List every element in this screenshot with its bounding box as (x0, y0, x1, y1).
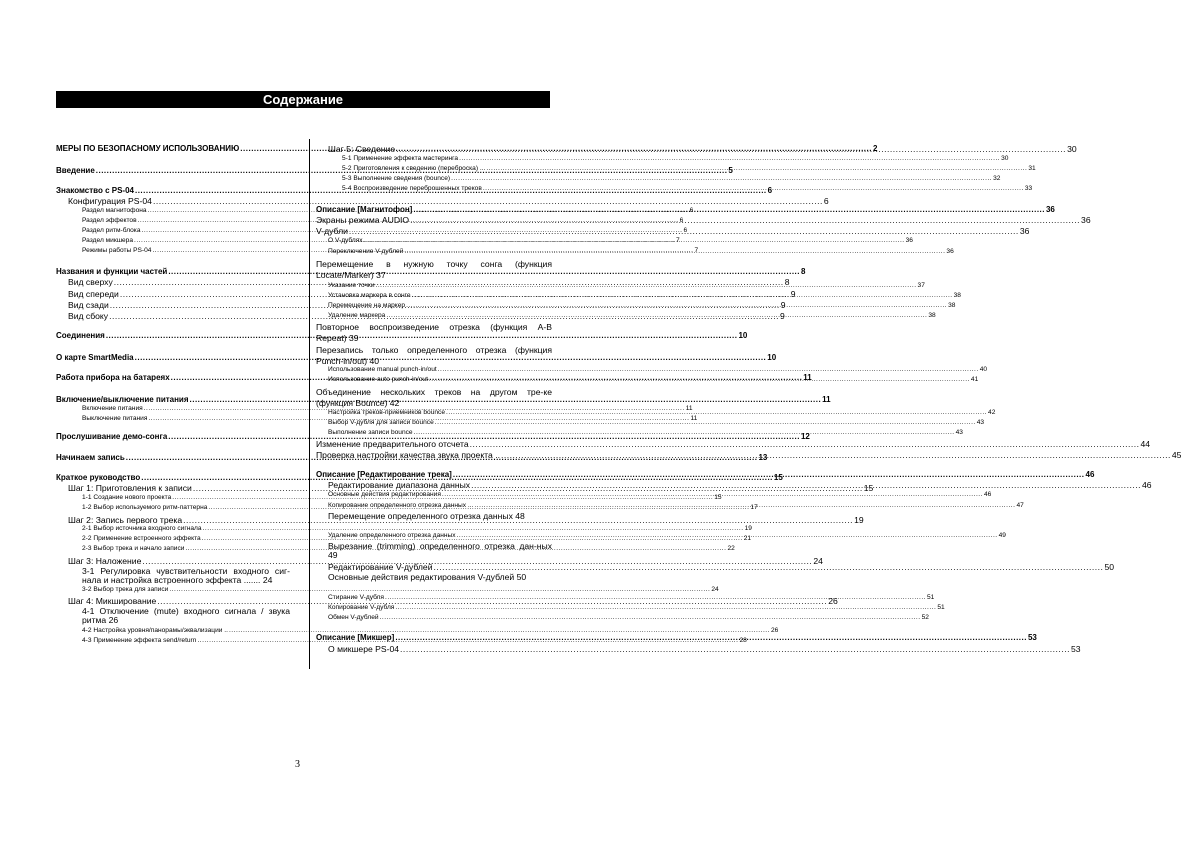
toc-entry-title: 2-3 Выбор трека и начало записи (82, 545, 185, 552)
toc-entry (316, 604, 945, 611)
toc-entry-title: 3-2 Выбор трека для записи (82, 586, 169, 593)
toc-entry (316, 292, 961, 299)
toc-entry (316, 322, 552, 345)
toc-page-number: 21 (743, 535, 752, 542)
toc-page-number: 49 (998, 532, 1006, 539)
dot-leader (410, 215, 1080, 225)
toc-entry-title: Объединение нескольких треков на другом тре-ке (функция Bounce) (316, 387, 552, 409)
toc-entry-title: Настройка треков-приемников bounce (328, 409, 446, 416)
toc-entry (316, 175, 1001, 182)
toc-page-number: 19 (744, 525, 752, 532)
toc-page-number: 52 (921, 614, 929, 621)
toc-entry (56, 607, 290, 626)
dot-leader (414, 429, 955, 436)
toc-entry-title: Использование manual punch-in/out (328, 366, 437, 373)
toc-page-number: 24 (813, 556, 823, 566)
dot-leader (385, 594, 926, 601)
toc-page-number: 50 (1104, 562, 1115, 572)
toc-entry-title: Описание [Микшер] (316, 633, 395, 642)
toc-page-number: 26 (770, 627, 779, 634)
toc-page-number: 32 (993, 175, 1001, 182)
toc-entry-title: 2-2 Применение встроенного эффекта (82, 535, 201, 542)
toc-entry-title: Конфигурация PS-04 (68, 196, 152, 206)
toc-entry (316, 419, 985, 426)
toc-page-number: 22 (727, 545, 735, 552)
dot-leader (471, 480, 1141, 490)
toc-entry (316, 302, 956, 309)
toc-page-number: 15 (714, 494, 722, 501)
toc-entry-title: Краткое руководство (56, 473, 141, 482)
toc-entry (316, 155, 1009, 162)
toc-entry-title: Выключение питания (82, 415, 148, 422)
toc-page-number: 36 (946, 248, 954, 255)
toc-entry-title: Стирание V-дубля (328, 594, 384, 601)
toc-entry-title: Выполнение записи bounce (328, 429, 413, 436)
toc-entry-title: Обмен V-дублей (328, 614, 379, 621)
toc-entry (316, 562, 1115, 572)
toc-entry-title: Повторное воспроизведение отрезка (функция A-B Repeat) (316, 322, 552, 344)
dot-leader (412, 292, 953, 299)
toc-entry (316, 439, 1151, 449)
toc-entry (316, 248, 954, 255)
toc-entry-title: 4-2 Настройка уровня/панорамы/эквализации .. (82, 627, 228, 634)
toc-page-number: 51 (927, 594, 935, 601)
toc-entry-title: Указание точки (328, 282, 375, 289)
toc-entry-title: Вид сверху (68, 277, 113, 287)
toc-page-number: 31 (1028, 165, 1036, 172)
toc-page-number: 9 (780, 300, 786, 310)
toc-entry (316, 573, 552, 582)
toc-entry-title: V-дубли (316, 226, 348, 236)
toc-entry (316, 644, 1081, 654)
dot-leader (434, 562, 1104, 572)
toc-entry (316, 226, 1030, 236)
toc-entry-title: Введение (56, 166, 95, 175)
toc-entry-title: Описание [Редактирование трека] (316, 470, 452, 479)
toc-entry-title: Копирование определенного отрезка данных ... (328, 502, 474, 509)
toc-entry (56, 586, 719, 593)
dot-leader (470, 439, 1140, 449)
toc-page-number: 8 (784, 277, 790, 287)
toc-entry-title: Экраны режима AUDIO (316, 215, 410, 225)
toc-page-number: 10 (767, 353, 777, 362)
toc-entry-title: 4-3 Применение эффекта send/return (82, 637, 197, 644)
toc-entry-title: Редактирование V-дублей (328, 562, 433, 572)
dot-leader (453, 470, 1085, 479)
toc-page-number: 53 (1027, 633, 1037, 642)
toc-page-number: 28 (739, 637, 747, 644)
toc-page-number: 9 (780, 311, 785, 321)
toc-entry-title: 5-2 Приготовления к сведению (переброска) ... (342, 165, 486, 172)
toc-page-number: 11 (803, 373, 812, 382)
toc-page-number: 44 (1140, 439, 1151, 449)
toc-entry-title: 1-2 Выбор используемого ритм-паттерна (82, 504, 208, 511)
toc-page-number: 46 (1085, 470, 1095, 479)
dot-leader (380, 614, 921, 621)
dot-leader (501, 450, 1171, 460)
toc-page-number: 38 (928, 312, 936, 319)
toc-entry (316, 185, 1033, 192)
toc-page-number: 30 (1067, 144, 1077, 154)
toc-entry-title: Шаг 1: Приготовления к записи (68, 483, 192, 493)
toc-page-number: 15 (773, 473, 783, 482)
toc-page-number: 6 (679, 217, 684, 224)
toc-entry (316, 366, 988, 373)
toc-entry-title: 5-4 Воспроизведение переброшенных треков (342, 185, 482, 192)
toc-page-number: 15 (863, 483, 874, 493)
toc-entry (316, 259, 552, 282)
dot-leader (442, 491, 983, 498)
dot-leader (395, 604, 936, 611)
toc-page-number: 13 (758, 453, 768, 462)
dot-leader (474, 502, 1015, 509)
toc-entry (316, 237, 913, 244)
toc-entry (316, 144, 1077, 154)
dot-leader (429, 376, 970, 383)
toc-entry-title: Шаг 3: Наложение (68, 556, 142, 566)
toc-page-number: 40 (979, 366, 988, 373)
toc-page-number: 17 (750, 504, 758, 511)
dot-leader (349, 226, 1019, 236)
toc-page-number: 2 (872, 144, 878, 153)
toc-page-number: 8 (800, 267, 806, 276)
toc-page-number: 12 (800, 432, 810, 441)
toc-entry-title: Раздел эффектов (82, 217, 137, 224)
toc-entry-title: Перемещение на маркер (328, 302, 406, 309)
toc-entry (316, 614, 929, 621)
toc-entry (56, 415, 698, 422)
toc-page-number: 6 (767, 186, 773, 195)
toc-page-number: 53 (1070, 644, 1081, 654)
toc-entry-title: Включение/выключение питания (56, 395, 189, 404)
toc-page-number: 41 (970, 376, 979, 383)
toc-page-number: 9 (790, 289, 796, 299)
toc-page-number: 36 (1045, 205, 1055, 214)
toc-page-number: 51 (937, 604, 945, 611)
dot-leader (451, 175, 992, 182)
toc-entry-title: Вид сбоку (68, 311, 109, 321)
toc-entry-title: 2-1 Выбор источника входного сигнала (82, 525, 202, 532)
toc-page-number: 30 (1001, 155, 1009, 162)
toc-entry-title: Проверка настройки качества звука проекта .. (316, 450, 500, 460)
toc-page-number: 5 (728, 166, 733, 175)
toc-entry (316, 312, 936, 319)
toc-page-number: 49 (328, 550, 338, 561)
toc-entry-title: Переключение V-дублей (328, 248, 404, 255)
toc-entry-title: Удаление маркера (328, 312, 386, 319)
toc-page-number: 10 (738, 331, 748, 340)
toc-page-number: 43 (976, 419, 985, 426)
toc-page-number: 48 (512, 511, 525, 521)
dot-leader (483, 185, 1024, 192)
toc-entry-title: О карте SmartMedia (56, 353, 134, 362)
toc-entry-title: Копирование V-дубля (328, 604, 395, 611)
toc-entry-title: Редактирование диапазона данных (328, 480, 471, 490)
toc-entry-title: Вид спереди (68, 289, 119, 299)
toc-entry (316, 542, 552, 561)
toc-page-number: 7 (676, 237, 680, 244)
toc-page-number: 42 (387, 398, 400, 409)
toc-entry-title: Выбор V-дубля для записи bounce (328, 419, 434, 426)
toc-page-number: 36 (1081, 215, 1091, 225)
toc-entry-title: 5-3 Выполнение сведения (bounce) (342, 175, 451, 182)
toc-entry (56, 556, 823, 566)
toc-entry (316, 429, 963, 436)
dot-leader (438, 366, 979, 373)
dot-leader (169, 586, 710, 593)
page-title: Содержание (56, 91, 550, 108)
toc-page-number: 36 (1019, 226, 1030, 236)
toc-entry (56, 525, 752, 532)
toc-entry (316, 387, 552, 410)
toc-entry-title: Перезапись только определенного отрезка (функция Punch-in/out) (316, 345, 552, 367)
toc-entry-title: МЕРЫ ПО БЕЗОПАСНОМУ ИСПОЛЬЗОВАНИЮ (56, 144, 240, 153)
toc-entry (56, 627, 779, 634)
toc-entry (316, 215, 1091, 225)
toc-entry (316, 165, 1036, 172)
dot-leader (203, 525, 744, 532)
toc-page-number: 40 (367, 356, 380, 367)
toc-page-number: 33 (1024, 185, 1033, 192)
toc-entry-title: О V-дублях (328, 237, 363, 244)
toc-entry-title: Перемещение определенного отрезка данных (328, 511, 513, 521)
toc-page-number: 38 (953, 292, 961, 299)
toc-entry-title: Работа прибора на батареях (56, 373, 170, 382)
toc-entry-title: 4-1 Отключение (mute) входного сигнала / звука ритма (82, 606, 290, 626)
toc-page-number: 37 (373, 270, 386, 281)
toc-entry-title: Названия и функции частей (56, 267, 168, 276)
toc-entry (316, 282, 925, 289)
toc-page-number: 26 (106, 615, 119, 626)
toc-page-number: 46 (1142, 480, 1152, 490)
dot-leader (376, 282, 917, 289)
toc-entry (316, 409, 996, 416)
toc-page-number: 19 (854, 515, 864, 525)
toc-entry (316, 205, 1055, 214)
toc-page-number: 11 (690, 415, 698, 422)
toc-page-number: 50 (514, 572, 527, 582)
toc-entry-title: Шаг 5: Сведение (328, 144, 396, 154)
toc-page-number: 43 (955, 429, 963, 436)
dot-leader (396, 144, 1066, 154)
toc-entry-title: Основные действия редактирования (328, 491, 441, 498)
toc-entry-title: Раздел микшера (82, 237, 134, 244)
toc-entry (56, 405, 693, 412)
dot-leader (446, 409, 987, 416)
toc-page-number: 42 (988, 409, 996, 416)
toc-entry-title: Начинаем запись (56, 453, 125, 462)
dot-leader (400, 644, 1070, 654)
dot-leader (386, 312, 927, 319)
toc-page-number: 37 (917, 282, 925, 289)
toc-page-number: 6 (683, 227, 688, 234)
toc-entry-title: Описание [Магнитофон] (316, 205, 413, 214)
toc-entry-title: 3-1 Регулировка чувствительности входного сиг-нала и настройка встроенного эффекта ....... 24 (82, 566, 290, 586)
toc-page-number: 45 (1171, 450, 1181, 460)
toc-page-number: 7 (694, 247, 699, 254)
dot-leader (459, 155, 1000, 162)
dot-leader (413, 205, 1045, 214)
toc-entry-title: О микшере PS-04 (328, 644, 400, 654)
toc-entry-title: Знакомство с PS-04 (56, 186, 134, 195)
dot-leader (364, 237, 905, 244)
toc-entry-title: Соединения (56, 331, 105, 340)
toc-entry (316, 345, 552, 368)
dot-leader (435, 419, 976, 426)
page-number: 3 (295, 759, 300, 770)
toc-page-number: 46 (983, 491, 992, 498)
toc-entry-title: 5-1 Применение эффекта мастеринга (342, 155, 459, 162)
toc-entry-title: Вид сзади (68, 300, 109, 310)
toc-page-number: 24 (711, 586, 719, 593)
toc-entry-title: Раздел ритм-блока (82, 227, 141, 234)
toc-entry-title: Режимы работы PS-04 (82, 247, 152, 254)
toc-entry-title: Основные действия редактирования V-дублей (328, 572, 515, 582)
toc-entry-title: Раздел магнитофона (82, 207, 147, 214)
dot-leader (406, 302, 947, 309)
toc-entry (56, 567, 290, 586)
toc-entry-title: Включение питания (82, 405, 143, 412)
toc-page-number: 36 (905, 237, 913, 244)
toc-page-number: 39 (346, 333, 359, 344)
toc-entry-title: Изменение предварительного отсчета (316, 439, 469, 449)
toc-page-number: 38 (948, 302, 956, 309)
toc-page-number: 26 (828, 596, 838, 606)
toc-entry-title: Вырезание (trimming) определенного отрезка дан-ных (328, 541, 552, 551)
toc-entry-title: Установка маркера в сонге (328, 292, 411, 299)
toc-entry-title: Шаг 2: Запись первого трека (68, 515, 183, 525)
toc-entry-title: Удаление определенного отрезка данных (328, 532, 456, 539)
toc-entry-title: Использование auto punch-in/out (328, 376, 428, 383)
dot-leader (404, 248, 945, 255)
toc-entry-title: Шаг 4: Микширование (68, 596, 157, 606)
toc-entry-title: Перемещение в нужную точку сонга (функция Locate/Marker) (316, 259, 552, 281)
dot-leader (395, 633, 1027, 642)
dot-leader (457, 532, 998, 539)
toc-entry-title: 1-1 Создание нового проекта (82, 494, 172, 501)
toc-entry (316, 512, 552, 521)
toc-page-number: 11 (822, 395, 831, 404)
toc-page-number: 47 (1016, 502, 1024, 509)
toc-entry-title: Прослушивание демо-сонга (56, 432, 168, 441)
toc-page-number: 6 (823, 196, 829, 206)
dot-leader (486, 165, 1027, 172)
toc-page-number: 6 (689, 207, 694, 214)
toc-entry (56, 196, 829, 206)
toc-page-number: 11 (685, 405, 693, 412)
